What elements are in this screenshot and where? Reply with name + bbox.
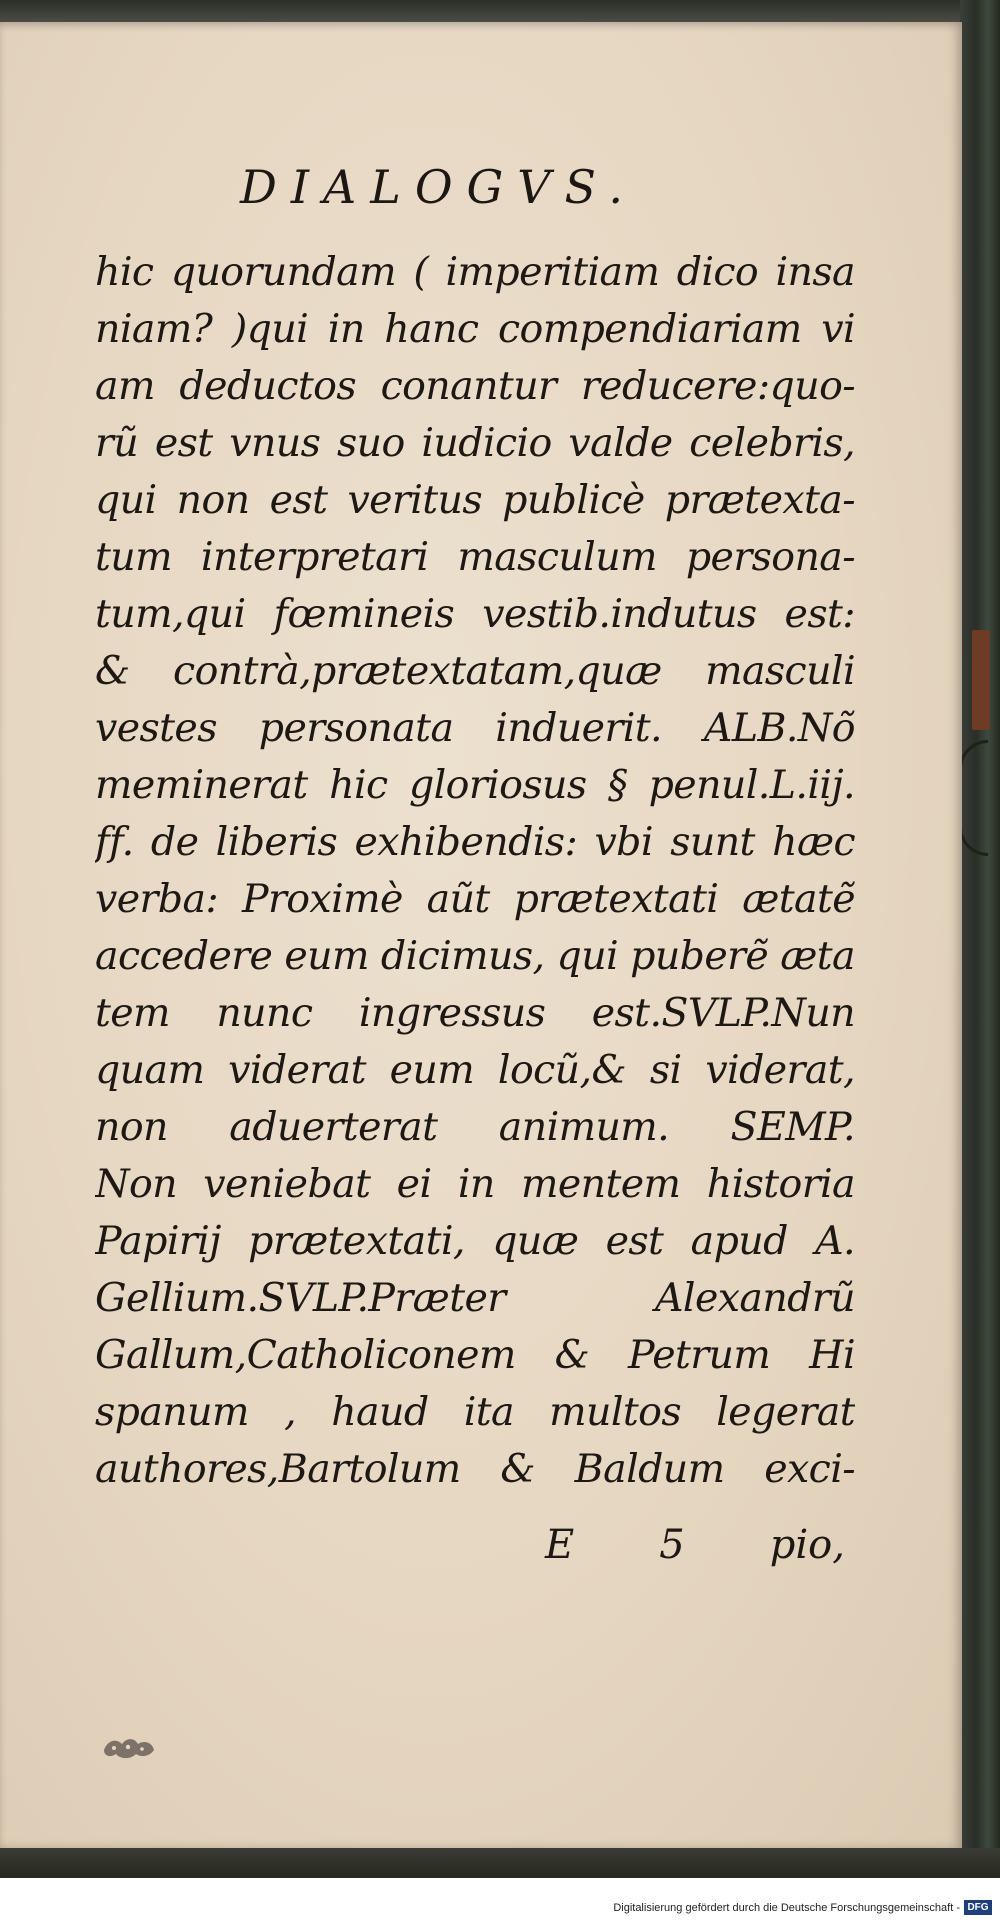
text-line: am deductos conantur reducere:quo- <box>95 363 855 409</box>
ribbon-marker <box>972 630 990 730</box>
book-clasp <box>959 740 988 856</box>
book-cover-edge <box>960 0 1000 1878</box>
text-line: Gellium.SVLP.Præter Alexandrũ <box>95 1275 855 1321</box>
text-line: tum interpretari masculum persona- <box>95 534 855 580</box>
text-line: tem nunc ingressus est.SVLP.Nun <box>95 990 855 1036</box>
signature-number: 5 <box>659 1522 685 1568</box>
dfg-logo: DFG <box>964 1900 992 1915</box>
catchword: pio, <box>769 1522 845 1568</box>
text-line: accedere eum dicimus, qui puberẽ æta <box>95 933 855 979</box>
text-line: non aduerterat animum. SEMP. <box>95 1104 855 1150</box>
ink-blot-ornament <box>100 1734 158 1762</box>
book-page <box>0 22 962 1848</box>
book-bottom-edge <box>0 1848 1000 1878</box>
text-line: meminerat hic gloriosus § penul.L.iij. <box>95 762 855 808</box>
text-line: Papirij prætextati, quæ est apud A. <box>95 1218 855 1264</box>
text-line: Non veniebat ei in mentem historia <box>95 1161 855 1207</box>
text-line: & contrà,prætextatam,quæ masculi <box>95 648 855 694</box>
text-line: ff. de liberis exhibendis: vbi sunt hæc <box>95 819 855 865</box>
catchline <box>545 1522 845 1568</box>
text-block <box>95 244 855 1498</box>
text-line: spanum , haud ita multos legerat <box>95 1389 855 1435</box>
text-line: verba: Proximè aũt prætextati ætatẽ <box>95 876 855 922</box>
text-line: hic quorundam ( imperitiam dico insa <box>95 249 855 295</box>
text-line: niam? )qui in hanc compendiariam vi <box>95 306 855 352</box>
digitization-credit: Digitalisierung gefördert durch die Deutsche Forschungsgemeinschaft - <box>613 1902 960 1914</box>
text-line: tum,qui fœmineis vestib.indutus est: <box>95 591 855 637</box>
text-line: Gallum,Catholiconem & Petrum Hi <box>95 1332 855 1378</box>
text-line: rũ est vnus suo iudicio valde celebris, <box>95 420 855 466</box>
book-top-edge <box>0 0 1000 22</box>
text-line: qui non est veritus publicè prætexta- <box>95 477 855 523</box>
text-line: authores,Bartolum & Baldum exci- <box>95 1446 855 1492</box>
text-line: quam viderat eum locũ,& si viderat, <box>95 1047 855 1093</box>
signature-mark: E <box>545 1522 575 1568</box>
running-head: DIALOGVS. <box>240 160 637 214</box>
text-line: vestes personata induerit. ALB.Nõ <box>95 705 855 751</box>
